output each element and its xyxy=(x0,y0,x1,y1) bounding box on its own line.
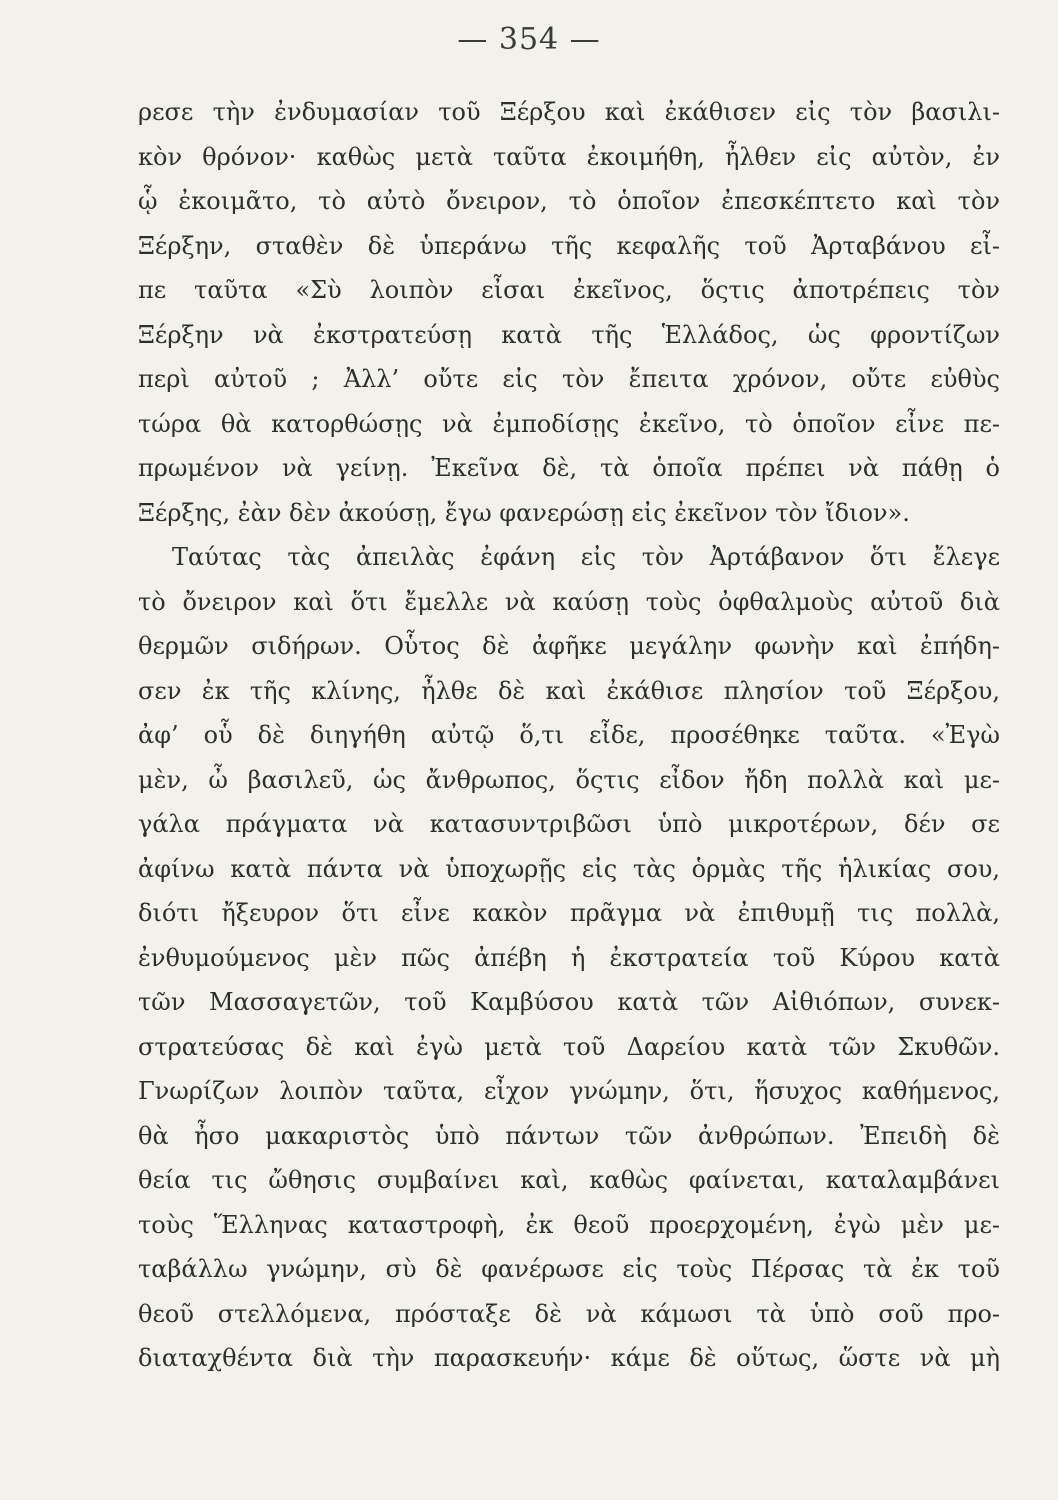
text-line: ταβάλλω γνώμην, σὺ δὲ φανέρωσε εἰς τοὺς Πέρσας τὰ ἐκ τοῦ xyxy=(138,1255,1000,1283)
body-text xyxy=(138,90,1000,1381)
text-line: διότι ἤξευρον ὅτι εἶνε κακὸν πρᾶγμα νὰ ἐπιθυμῇ τις πολλὰ, xyxy=(138,899,1000,927)
text-line: μὲν, ὦ βασιλεῦ, ὡς ἄνθρωπος, ὅςτις εἶδον ἤδη πολλὰ καὶ με- xyxy=(138,765,1000,794)
text-line: ᾧ ἐκοιμᾶτο, τὸ αὐτὸ ὄνειρον, τὸ ὁποῖον ἐπεσκέπτετο καὶ τὸν xyxy=(138,187,1000,215)
text-line: Ξέρξην, σταθὲν δὲ ὑπεράνω τῆς κεφαλῆς τοῦ Ἀρταβάνου εἶ- xyxy=(138,231,1000,260)
text-line: στρατεύσας δὲ καὶ ἐγὼ μετὰ τοῦ Δαρείου κατὰ τῶν Σκυθῶν. xyxy=(138,1032,1000,1061)
text-line: τοὺς Ἕλληνας καταστροφὴ, ἐκ θεοῦ προερχομένη, ἐγὼ μὲν με- xyxy=(138,1210,1000,1239)
text-line: ἀφ’ οὗ δὲ διηγήθη αὐτῷ ὅ,τι εἶδε, προσέθηκε ταῦτα. «Ἐγὼ xyxy=(138,721,1000,749)
text-line: περὶ αὐτοῦ ; Ἀλλ’ οὔτε εἰς τὸν ἔπειτα χρόνον, οὔτε εὐθὺς xyxy=(138,365,1000,393)
text-line: κὸν θρόνον· καθὼς μετὰ ταῦτα ἐκοιμήθη, ἦλθεν εἰς αὐτὸν, ἐν xyxy=(138,142,1000,171)
text-line: θερμῶν σιδήρων. Οὗτος δὲ ἀφῆκε μεγάλην φωνὴν καὶ ἐπήδη- xyxy=(138,632,1000,660)
text-line: Ταύτας τὰς ἀπειλὰς ἐφάνη εἰς τὸν Ἀρτάβανον ὅτι ἔλεγε xyxy=(172,543,1000,571)
text-line: Ξέρξην νὰ ἐκστρατεύσῃ κατὰ τῆς Ἑλλάδος, ὡς φροντίζων xyxy=(138,320,1000,349)
text-line: Ξέρξης, ἐὰν δὲν ἀκούσῃ, ἔγω φανερώσῃ εἰς ἐκεῖνον τὸν ἴδιον». xyxy=(138,498,910,527)
text-line: θὰ ἦσο μακαριστὸς ὑπὸ πάντων τῶν ἀνθρώπων. Ἐπειδὴ δὲ xyxy=(138,1121,1000,1150)
text-line: ἀφίνω κατὰ πάντα νὰ ὑποχωρῇς εἰς τὰς ὁρμὰς τῆς ἡλικίας σου, xyxy=(138,854,1000,883)
text-line: θεοῦ στελλόμενα, πρόσταξε δὲ νὰ κάμωσι τὰ ὑπὸ σοῦ προ- xyxy=(138,1299,1000,1328)
text-line: τὸ ὄνειρον καὶ ὅτι ἔμελλε νὰ καύσῃ τοὺς ὀφθαλμοὺς αὐτοῦ διὰ xyxy=(138,587,1000,616)
text-line: πε ταῦτα «Σὺ λοιπὸν εἶσαι ἐκεῖνος, ὅςτις ἀποτρέπεις τὸν xyxy=(138,276,1000,304)
text-line: πρωμένον νὰ γείνῃ. Ἐκεῖνα δὲ, τὰ ὁποῖα πρέπει νὰ πάθῃ ὁ xyxy=(138,454,1000,482)
text-line: σεν ἐκ τῆς κλίνης, ἦλθε δὲ καὶ ἐκάθισε πλησίον τοῦ Ξέρξου, xyxy=(138,676,1000,705)
text-line: διαταχθέντα διὰ τὴν παρασκευήν· κάμε δὲ οὕτως, ὥστε νὰ μὴ xyxy=(138,1344,1000,1372)
text-line: θεία τις ὤθησις συμβαίνει καὶ, καθὼς φαίνεται, καταλαμβάνει xyxy=(138,1166,1000,1194)
text-line: τῶν Μασσαγετῶν, τοῦ Καμβύσου κατὰ τῶν Αἰθιόπων, συνεκ- xyxy=(138,988,1000,1016)
text-line: τώρα θὰ κατορθώσῃς νὰ ἐμποδίσῃς ἐκεῖνο, τὸ ὁποῖον εἶνε πε- xyxy=(138,409,1000,438)
text-line: ἐνθυμούμενος μὲν πῶς ἀπέβη ἡ ἐκστρατεία τοῦ Κύρου κατὰ xyxy=(138,943,1000,972)
text-line: γάλα πράγματα νὰ κατασυντριβῶσι ὑπὸ μικροτέρων, δέν σε xyxy=(138,810,1000,838)
text-line: Γνωρίζων λοιπὸν ταῦτα, εἶχον γνώμην, ὅτι, ἥσυχος καθήμενος, xyxy=(138,1077,1000,1105)
page-number: — 354 — xyxy=(457,22,601,57)
text-line: ρεσε τὴν ἐνδυμασίαν τοῦ Ξέρξου καὶ ἐκάθισεν εἰς τὸν βασιλι- xyxy=(138,98,1000,126)
